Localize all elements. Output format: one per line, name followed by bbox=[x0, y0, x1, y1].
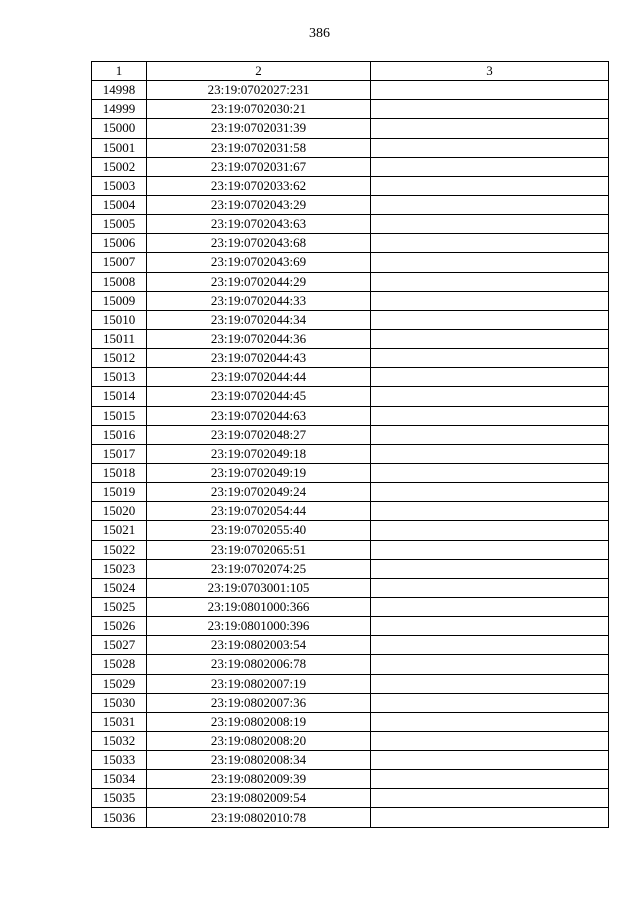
cadastral-number-cell: 23:19:0802010:78 bbox=[147, 808, 371, 827]
table-header-row bbox=[92, 62, 609, 81]
table-row bbox=[92, 119, 609, 138]
notes-cell bbox=[371, 272, 609, 291]
cadastral-number-cell: 23:19:0802008:20 bbox=[147, 731, 371, 750]
notes-cell bbox=[371, 100, 609, 119]
notes-cell bbox=[371, 291, 609, 310]
row-number-cell: 15036 bbox=[92, 808, 147, 827]
table-row bbox=[92, 751, 609, 770]
row-number-cell: 15024 bbox=[92, 578, 147, 597]
row-number-cell: 15030 bbox=[92, 693, 147, 712]
row-number-cell: 15011 bbox=[92, 329, 147, 348]
row-number-cell: 15007 bbox=[92, 253, 147, 272]
notes-cell bbox=[371, 215, 609, 234]
cadastral-number-cell: 23:19:0802007:36 bbox=[147, 693, 371, 712]
table-row bbox=[92, 349, 609, 368]
row-number-cell: 15002 bbox=[92, 157, 147, 176]
table-row bbox=[92, 655, 609, 674]
notes-cell bbox=[371, 253, 609, 272]
row-number-cell: 15023 bbox=[92, 559, 147, 578]
table-row bbox=[92, 253, 609, 272]
cadastral-number-cell: 23:19:0702049:24 bbox=[147, 483, 371, 502]
row-number-cell: 15000 bbox=[92, 119, 147, 138]
table-row bbox=[92, 483, 609, 502]
table-row bbox=[92, 100, 609, 119]
cadastral-number-cell: 23:19:0802007:19 bbox=[147, 674, 371, 693]
notes-cell bbox=[371, 368, 609, 387]
row-number-cell: 15032 bbox=[92, 731, 147, 750]
row-number-cell: 15001 bbox=[92, 138, 147, 157]
notes-cell bbox=[371, 387, 609, 406]
cadastral-number-cell: 23:19:0702044:29 bbox=[147, 272, 371, 291]
notes-cell bbox=[371, 521, 609, 540]
table-row bbox=[92, 789, 609, 808]
table-row bbox=[92, 578, 609, 597]
cadastral-number-cell: 23:19:0801000:396 bbox=[147, 617, 371, 636]
table-body bbox=[92, 81, 609, 827]
cadastral-number-cell: 23:19:0702044:34 bbox=[147, 310, 371, 329]
table-row bbox=[92, 693, 609, 712]
row-number-cell: 15019 bbox=[92, 483, 147, 502]
cadastral-number-cell: 23:19:0702031:39 bbox=[147, 119, 371, 138]
notes-cell bbox=[371, 789, 609, 808]
notes-cell bbox=[371, 751, 609, 770]
cadastral-number-cell: 23:19:0702043:29 bbox=[147, 195, 371, 214]
cadastral-number-cell: 23:19:0802009:54 bbox=[147, 789, 371, 808]
cadastral-number-cell: 23:19:0702027:231 bbox=[147, 81, 371, 100]
row-number-cell: 15003 bbox=[92, 176, 147, 195]
cadastral-number-cell: 23:19:0702031:58 bbox=[147, 138, 371, 157]
cadastral-number-cell: 23:19:0702074:25 bbox=[147, 559, 371, 578]
row-number-cell: 15018 bbox=[92, 463, 147, 482]
table-row bbox=[92, 770, 609, 789]
notes-cell bbox=[371, 693, 609, 712]
cadastral-number-cell: 23:19:0802008:34 bbox=[147, 751, 371, 770]
table-row bbox=[92, 444, 609, 463]
row-number-cell: 15035 bbox=[92, 789, 147, 808]
notes-cell bbox=[371, 617, 609, 636]
table-row bbox=[92, 559, 609, 578]
notes-cell bbox=[371, 483, 609, 502]
row-number-cell: 15033 bbox=[92, 751, 147, 770]
notes-cell bbox=[371, 636, 609, 655]
row-number-cell: 15015 bbox=[92, 406, 147, 425]
cadastral-number-cell: 23:19:0702044:43 bbox=[147, 349, 371, 368]
row-number-cell: 14998 bbox=[92, 81, 147, 100]
page-number: 386 bbox=[309, 26, 330, 41]
notes-cell bbox=[371, 425, 609, 444]
cadastral-number-cell: 23:19:0801000:366 bbox=[147, 597, 371, 616]
row-number-cell: 15020 bbox=[92, 502, 147, 521]
cadastral-table bbox=[91, 61, 609, 828]
table-row bbox=[92, 138, 609, 157]
notes-cell bbox=[371, 176, 609, 195]
row-number-cell: 15029 bbox=[92, 674, 147, 693]
table-row bbox=[92, 272, 609, 291]
table-row bbox=[92, 502, 609, 521]
notes-cell bbox=[371, 655, 609, 674]
cadastral-number-cell: 23:19:0702048:27 bbox=[147, 425, 371, 444]
table-row bbox=[92, 463, 609, 482]
notes-cell bbox=[371, 138, 609, 157]
header-cell-3: 3 bbox=[371, 62, 609, 81]
row-number-cell: 15004 bbox=[92, 195, 147, 214]
notes-cell bbox=[371, 234, 609, 253]
header-cell-2: 2 bbox=[147, 62, 371, 81]
notes-cell bbox=[371, 731, 609, 750]
notes-cell bbox=[371, 540, 609, 559]
cadastral-number-cell: 23:19:0802008:19 bbox=[147, 712, 371, 731]
cadastral-number-cell: 23:19:0702043:68 bbox=[147, 234, 371, 253]
table-row bbox=[92, 425, 609, 444]
cadastral-number-cell: 23:19:0802006:78 bbox=[147, 655, 371, 674]
row-number-cell: 15013 bbox=[92, 368, 147, 387]
notes-cell bbox=[371, 808, 609, 827]
cadastral-number-cell: 23:19:0802003:54 bbox=[147, 636, 371, 655]
row-number-cell: 15012 bbox=[92, 349, 147, 368]
table-row bbox=[92, 597, 609, 616]
notes-cell bbox=[371, 81, 609, 100]
table-row bbox=[92, 81, 609, 100]
table-row bbox=[92, 157, 609, 176]
table-row bbox=[92, 674, 609, 693]
cadastral-number-cell: 23:19:0702033:62 bbox=[147, 176, 371, 195]
cadastral-number-cell: 23:19:0702055:40 bbox=[147, 521, 371, 540]
table-row bbox=[92, 731, 609, 750]
row-number-cell: 15022 bbox=[92, 540, 147, 559]
notes-cell bbox=[371, 674, 609, 693]
table-row bbox=[92, 617, 609, 636]
table-row bbox=[92, 310, 609, 329]
table-row bbox=[92, 636, 609, 655]
row-number-cell: 15010 bbox=[92, 310, 147, 329]
row-number-cell: 15034 bbox=[92, 770, 147, 789]
table-row bbox=[92, 329, 609, 348]
header-cell-1: 1 bbox=[92, 62, 147, 81]
notes-cell bbox=[371, 770, 609, 789]
table-row bbox=[92, 195, 609, 214]
cadastral-number-cell: 23:19:0702043:63 bbox=[147, 215, 371, 234]
notes-cell bbox=[371, 597, 609, 616]
cadastral-number-cell: 23:19:0702049:19 bbox=[147, 463, 371, 482]
notes-cell bbox=[371, 502, 609, 521]
table-row bbox=[92, 808, 609, 827]
table-row bbox=[92, 291, 609, 310]
row-number-cell: 15009 bbox=[92, 291, 147, 310]
notes-cell bbox=[371, 578, 609, 597]
row-number-cell: 15006 bbox=[92, 234, 147, 253]
cadastral-number-cell: 23:19:0702049:18 bbox=[147, 444, 371, 463]
cadastral-number-cell: 23:19:0702043:69 bbox=[147, 253, 371, 272]
notes-cell bbox=[371, 195, 609, 214]
cadastral-number-cell: 23:19:0703001:105 bbox=[147, 578, 371, 597]
row-number-cell: 15016 bbox=[92, 425, 147, 444]
row-number-cell: 15014 bbox=[92, 387, 147, 406]
notes-cell bbox=[371, 349, 609, 368]
row-number-cell: 15025 bbox=[92, 597, 147, 616]
row-number-cell: 15028 bbox=[92, 655, 147, 674]
table-row bbox=[92, 234, 609, 253]
cadastral-number-cell: 23:19:0802009:39 bbox=[147, 770, 371, 789]
row-number-cell: 15005 bbox=[92, 215, 147, 234]
cadastral-number-cell: 23:19:0702031:67 bbox=[147, 157, 371, 176]
row-number-cell: 15027 bbox=[92, 636, 147, 655]
notes-cell bbox=[371, 444, 609, 463]
notes-cell bbox=[371, 463, 609, 482]
row-number-cell: 15026 bbox=[92, 617, 147, 636]
table-row bbox=[92, 368, 609, 387]
row-number-cell: 15031 bbox=[92, 712, 147, 731]
cadastral-number-cell: 23:19:0702044:36 bbox=[147, 329, 371, 348]
notes-cell bbox=[371, 310, 609, 329]
table-row bbox=[92, 540, 609, 559]
row-number-cell: 15021 bbox=[92, 521, 147, 540]
table-row bbox=[92, 215, 609, 234]
table-row bbox=[92, 521, 609, 540]
notes-cell bbox=[371, 119, 609, 138]
notes-cell bbox=[371, 406, 609, 425]
notes-cell bbox=[371, 559, 609, 578]
notes-cell bbox=[371, 329, 609, 348]
table-row bbox=[92, 387, 609, 406]
table-row bbox=[92, 406, 609, 425]
table-row bbox=[92, 176, 609, 195]
row-number-cell: 15008 bbox=[92, 272, 147, 291]
cadastral-number-cell: 23:19:0702044:33 bbox=[147, 291, 371, 310]
cadastral-number-cell: 23:19:0702044:44 bbox=[147, 368, 371, 387]
cadastral-number-cell: 23:19:0702044:45 bbox=[147, 387, 371, 406]
notes-cell bbox=[371, 157, 609, 176]
cadastral-number-cell: 23:19:0702044:63 bbox=[147, 406, 371, 425]
notes-cell bbox=[371, 712, 609, 731]
cadastral-number-cell: 23:19:0702030:21 bbox=[147, 100, 371, 119]
cadastral-number-cell: 23:19:0702054:44 bbox=[147, 502, 371, 521]
row-number-cell: 15017 bbox=[92, 444, 147, 463]
row-number-cell: 14999 bbox=[92, 100, 147, 119]
table-row bbox=[92, 712, 609, 731]
cadastral-number-cell: 23:19:0702065:51 bbox=[147, 540, 371, 559]
